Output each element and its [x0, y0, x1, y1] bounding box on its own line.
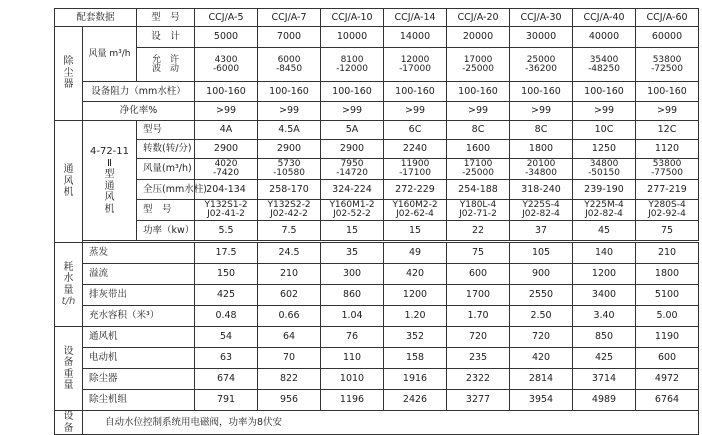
data-cell: 1190 [636, 327, 699, 348]
weight-group-label: 设 备 重 量 [55, 327, 83, 411]
data-cell: 822 [258, 369, 321, 390]
data-cell: 420 [384, 264, 447, 285]
data-cell: >99 [573, 102, 636, 121]
data-cell: 110 [321, 348, 384, 369]
data-cell: 210 [258, 264, 321, 285]
fan-speed-label: 转数(转/分) [137, 140, 195, 159]
data-cell: 100-160 [447, 82, 510, 102]
dust-allowed-row [55, 48, 699, 82]
water-fill-label: 充水容积（米³） [83, 306, 195, 327]
data-cell: 3400 [573, 285, 636, 306]
fan-motor-row [55, 200, 699, 221]
data-cell: 2900 [195, 140, 258, 159]
data-cell: 53800 -72500 [636, 48, 699, 82]
dust-resistance-row [55, 82, 699, 102]
data-cell: 674 [195, 369, 258, 390]
data-cell: >99 [258, 102, 321, 121]
data-cell: >99 [195, 102, 258, 121]
data-cell: 318-240 [510, 180, 573, 200]
dust-efficiency-label: 净化率% [83, 102, 195, 121]
dust-efficiency-row [55, 102, 699, 121]
data-cell: 5A [321, 121, 384, 140]
weight-collector-label: 除尘器 [83, 369, 195, 390]
data-cell: 1800 [636, 264, 699, 285]
data-cell: 3.40 [573, 306, 636, 327]
header-title: 配套数据 [55, 9, 137, 27]
data-cell: 35 [321, 243, 384, 264]
data-cell: 100-160 [636, 82, 699, 102]
data-cell: 34800 -50150 [573, 159, 636, 180]
data-cell: 30000 [510, 27, 573, 48]
fan-motor-label: 型 号 [137, 200, 195, 221]
model-cell: CCJ/A-14 [384, 9, 447, 27]
dust-airflow-label: 风量 m³/h [83, 27, 137, 82]
data-cell: 54 [195, 327, 258, 348]
data-cell: 17.5 [195, 243, 258, 264]
data-cell: 100-160 [195, 82, 258, 102]
model-cell: CCJ/A-7 [258, 9, 321, 27]
data-cell: 860 [321, 285, 384, 306]
data-cell: 4.5A [258, 121, 321, 140]
dust-allowed-label: 允 许 波 动 [137, 48, 195, 82]
data-cell: 425 [195, 285, 258, 306]
data-cell: 850 [573, 327, 636, 348]
data-cell: 2814 [510, 369, 573, 390]
data-cell: >99 [636, 102, 699, 121]
data-cell: 1700 [447, 285, 510, 306]
weight-fan-row [55, 327, 699, 348]
data-cell: 258-170 [258, 180, 321, 200]
weight-motor-row [55, 348, 699, 369]
fan-pressure-label: 全压(mm水柱) [137, 180, 195, 200]
model-cell: CCJ/A-40 [573, 9, 636, 27]
data-cell: 158 [384, 348, 447, 369]
water-overflow-label: 溢流 [83, 264, 195, 285]
dust-group-label: 除 尘 器 [55, 27, 83, 121]
data-cell: 60000 [636, 27, 699, 48]
data-cell: 20000 [447, 27, 510, 48]
data-cell: 100-160 [384, 82, 447, 102]
data-cell: 277-219 [636, 180, 699, 200]
data-cell: 40000 [573, 27, 636, 48]
data-cell: 35400 -48250 [573, 48, 636, 82]
data-cell: 1.04 [321, 306, 384, 327]
data-cell: 10000 [321, 27, 384, 48]
data-cell: 53800 -77500 [636, 159, 699, 180]
data-cell: 8C [510, 121, 573, 140]
data-cell: 2900 [321, 140, 384, 159]
data-cell: 1200 [573, 264, 636, 285]
data-cell: 956 [258, 390, 321, 411]
data-cell: Y132S2-2 J02-42-2 [258, 200, 321, 221]
data-cell: 22 [447, 221, 510, 241]
data-cell: 25000 -36200 [510, 48, 573, 82]
data-cell: 15 [321, 221, 384, 241]
data-cell: 3954 [510, 390, 573, 411]
data-cell: 2900 [258, 140, 321, 159]
weight-motor-label: 电动机 [83, 348, 195, 369]
data-cell: 4A [195, 121, 258, 140]
data-cell: 5.00 [636, 306, 699, 327]
equipment-note: 自动水位控制系统用电磁阀，功率为8伏安 [83, 411, 699, 435]
data-cell: 24.5 [258, 243, 321, 264]
data-cell: 239-190 [573, 180, 636, 200]
data-cell: 420 [510, 348, 573, 369]
data-cell: 600 [447, 264, 510, 285]
fan-model-row [55, 121, 699, 140]
model-cell: CCJ/A-60 [636, 9, 699, 27]
water-fill-row [55, 306, 699, 327]
data-cell: 100-160 [573, 82, 636, 102]
data-cell: 140 [573, 243, 636, 264]
water-ash-row [55, 285, 699, 306]
water-evap-label: 蒸发 [83, 243, 195, 264]
data-cell: 7950 -14720 [321, 159, 384, 180]
data-cell: 210 [636, 243, 699, 264]
data-cell: 2550 [510, 285, 573, 306]
dust-resistance-label: 设备阻力（mm水柱） [83, 82, 195, 102]
data-cell: 1200 [384, 285, 447, 306]
data-cell: 12C [636, 121, 699, 140]
equipment-group-label: 设 备 [55, 411, 83, 435]
data-cell: 6C [384, 121, 447, 140]
data-cell: 76 [321, 327, 384, 348]
data-cell: 1800 [510, 140, 573, 159]
water-evap-row [55, 243, 699, 264]
data-cell: Y225S-4 J02-82-4 [510, 200, 573, 221]
data-cell: 425 [573, 348, 636, 369]
data-cell: 1916 [384, 369, 447, 390]
data-cell: 45 [573, 221, 636, 241]
data-cell: 63 [195, 348, 258, 369]
dust-design-label: 设 计 [137, 27, 195, 48]
data-cell: 5100 [636, 285, 699, 306]
data-cell: 720 [447, 327, 510, 348]
fan-group-label: 通 风 机 [55, 121, 83, 243]
data-cell: 70 [258, 348, 321, 369]
data-cell: 49 [384, 243, 447, 264]
data-cell: 720 [510, 327, 573, 348]
fan-airflow-label: 风量(m³/h) [137, 159, 195, 180]
fan-power-label: 功率（kw） [137, 221, 195, 241]
model-cell: CCJ/A-5 [195, 9, 258, 27]
data-cell: 17000 -25000 [447, 48, 510, 82]
data-cell: 1196 [321, 390, 384, 411]
data-cell: Y160M2-2 J02-62-4 [384, 200, 447, 221]
data-cell: 10C [573, 121, 636, 140]
water-overflow-row [55, 264, 699, 285]
model-cell: CCJ/A-30 [510, 9, 573, 27]
data-cell: 1.20 [384, 306, 447, 327]
data-cell: 64 [258, 327, 321, 348]
dust-design-row [55, 27, 699, 48]
data-cell: >99 [321, 102, 384, 121]
data-cell: 150 [195, 264, 258, 285]
data-cell: 4972 [636, 369, 699, 390]
data-cell: 100-160 [510, 82, 573, 102]
data-cell: 20100 -34800 [510, 159, 573, 180]
data-cell: 4020 -7420 [195, 159, 258, 180]
data-cell: 11900 -17100 [384, 159, 447, 180]
data-cell: 2322 [447, 369, 510, 390]
data-cell: 204-134 [195, 180, 258, 200]
fan-speed-row [55, 140, 699, 159]
weight-collector-row [55, 369, 699, 390]
data-cell: Y160M1-2 J02-52-2 [321, 200, 384, 221]
fan-pressure-row [55, 180, 699, 200]
data-cell: 12000 -17000 [384, 48, 447, 82]
data-cell: 0.48 [195, 306, 258, 327]
data-cell: 4989 [573, 390, 636, 411]
data-cell: 2.50 [510, 306, 573, 327]
data-cell: 5.5 [195, 221, 258, 241]
data-cell: 791 [195, 390, 258, 411]
fan-airflow-row [55, 159, 699, 180]
spec-table [54, 8, 699, 435]
data-cell: 75 [636, 221, 699, 241]
header-model-label: 型 号 [137, 9, 195, 27]
data-cell: 2426 [384, 390, 447, 411]
data-cell: 3714 [573, 369, 636, 390]
data-cell: 1250 [573, 140, 636, 159]
data-cell: 1.70 [447, 306, 510, 327]
data-cell: 3277 [447, 390, 510, 411]
data-cell: Y280S-4 J02-92-4 [636, 200, 699, 221]
data-cell: 254-188 [447, 180, 510, 200]
model-cell: CCJ/A-10 [321, 9, 384, 27]
data-cell: 1120 [636, 140, 699, 159]
data-cell: 0.66 [258, 306, 321, 327]
data-cell: 75 [447, 243, 510, 264]
data-cell: 1010 [321, 369, 384, 390]
data-cell: 235 [447, 348, 510, 369]
data-cell: 6764 [636, 390, 699, 411]
data-cell: Y225M-4 J02-82-4 [573, 200, 636, 221]
data-cell: 2240 [384, 140, 447, 159]
data-cell: 8C [447, 121, 510, 140]
data-cell: >99 [447, 102, 510, 121]
fan-power-row [55, 221, 699, 241]
model-cell: CCJ/A-20 [447, 9, 510, 27]
weight-fan-label: 通风机 [83, 327, 195, 348]
data-cell: 100-160 [321, 82, 384, 102]
data-cell: Y180L-4 J02-71-2 [447, 200, 510, 221]
header-row [55, 9, 699, 27]
water-group-label: 耗 水 量 t/h [55, 243, 83, 327]
data-cell: 15 [384, 221, 447, 241]
data-cell: 6000 -8450 [258, 48, 321, 82]
data-cell: 37 [510, 221, 573, 241]
fan-model-label: 型号 [137, 121, 195, 140]
data-cell: 900 [510, 264, 573, 285]
data-cell: 5000 [195, 27, 258, 48]
data-cell: 7000 [258, 27, 321, 48]
weight-unit-row [55, 390, 699, 411]
data-cell: >99 [510, 102, 573, 121]
data-cell: 105 [510, 243, 573, 264]
data-cell: 1600 [447, 140, 510, 159]
data-cell: 7.5 [258, 221, 321, 241]
data-cell: 17100 -25000 [447, 159, 510, 180]
data-cell: 352 [384, 327, 447, 348]
data-cell: 300 [321, 264, 384, 285]
water-ash-label: 排灰带出 [83, 285, 195, 306]
fan-series-label: 4-72-11 Ⅱ 型 通 风 机 [83, 121, 137, 241]
weight-unit-label: 除尘机组 [83, 390, 195, 411]
data-cell: 5730 -10580 [258, 159, 321, 180]
data-cell: >99 [384, 102, 447, 121]
data-cell: 100-160 [258, 82, 321, 102]
data-cell: 272-229 [384, 180, 447, 200]
data-cell: 14000 [384, 27, 447, 48]
data-cell: 600 [636, 348, 699, 369]
data-cell: 8100 -12000 [321, 48, 384, 82]
data-cell: 602 [258, 285, 321, 306]
equipment-row [55, 411, 699, 435]
data-cell: 4300 -6000 [195, 48, 258, 82]
data-cell: 324-224 [321, 180, 384, 200]
data-cell: Y132S1-2 J02-41-2 [195, 200, 258, 221]
